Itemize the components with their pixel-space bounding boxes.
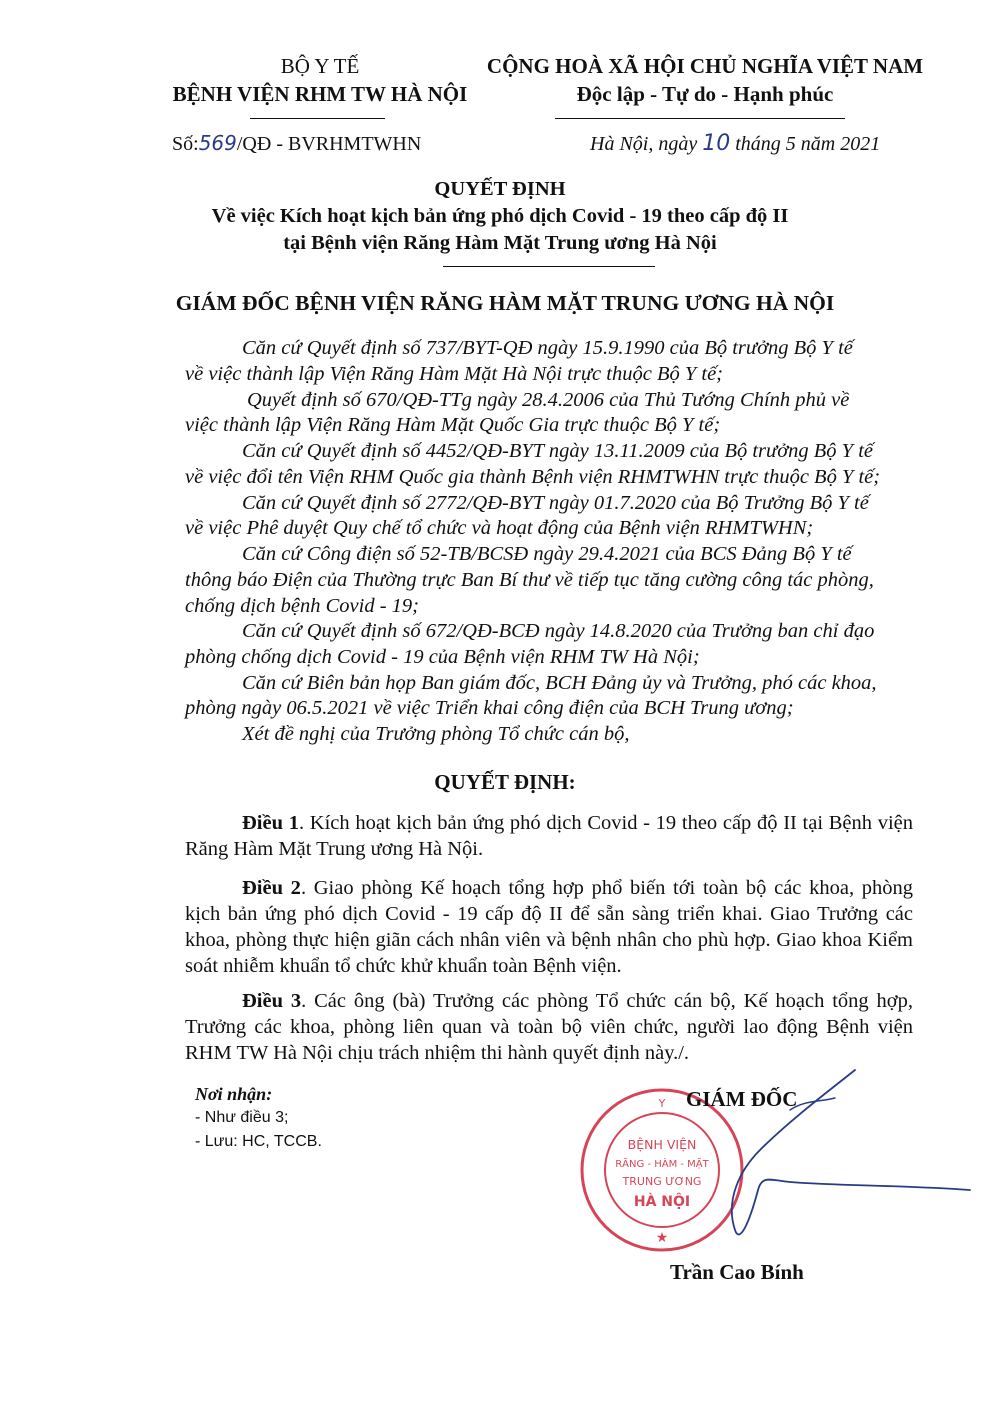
- decision-subject-line-1: Về việc Kích hoạt kịch bản ứng phó dịch Covid - 19 theo cấp độ II: [211, 205, 789, 227]
- number-suffix: /QĐ - BVRHMTWHN: [236, 133, 422, 155]
- stamp-text-line: RĂNG - HÀM - MẶT: [615, 1159, 709, 1170]
- header-right: [470, 52, 940, 108]
- document-number: [172, 131, 421, 156]
- article-text: . Kích hoạt kịch bản ứng phó dịch Covid - 19 theo cấp độ II tại Bệnh viện Răng Hàm Mặt Trung ương Hà Nội.: [185, 812, 914, 860]
- title-rule: [443, 266, 655, 267]
- legal-basis-line: phòng chống dịch Covid - 19 của Bệnh viện RHM TW Hà Nội;: [185, 646, 700, 668]
- legal-basis-line: thông báo Điện của Thường trực Ban Bí thư về tiếp tục tăng cường công tác phòng,: [185, 569, 874, 591]
- stamp-top-letter: Y: [658, 1097, 666, 1110]
- hospital-name: BỆNH VIỆN RHM TW HÀ NỘI: [172, 82, 468, 106]
- issuing-authority: GIÁM ĐỐC BỆNH VIỆN RĂNG HÀM MẶT TRUNG ƯƠNG HÀ NỘI: [175, 291, 835, 315]
- recipients: [195, 1082, 322, 1154]
- legal-basis-line: Căn cứ Quyết định số 2772/QĐ-BYT ngày 01.7.2020 của Bộ Trưởng Bộ Y tế: [242, 492, 869, 514]
- signature-title: GIÁM ĐỐC: [686, 1087, 798, 1111]
- recipient-item: - Như điều 3;: [195, 1109, 289, 1126]
- recipients-label: Nơi nhận:: [195, 1084, 273, 1104]
- stamp-text-line: TRUNG ƯƠNG: [622, 1175, 702, 1188]
- legal-basis-line: Căn cứ Công điện số 52-TB/BCSĐ ngày 29.4.2021 của BCS Đảng Bộ Y tế: [242, 543, 852, 565]
- legal-basis-line: Căn cứ Biên bản họp Ban giám đốc, BCH Đảng ủy và Trưởng, phó các khoa,: [242, 672, 877, 694]
- article-text: . Giao phòng Kế hoạch tổng hợp phổ biến tới toàn bộ các khoa, phòng kịch bản ứng phó dịch Covid - 19 cấp độ II để sẵn sàng triển khai. Giao Trưởng các khoa, phòng thực hiện giãn cách nhân viên và bệnh nhân cho phù hợp. Giao khoa Kiểm soát nhiễm khuẩn tổ chức khử khuẩn toàn Bệnh viện.: [185, 877, 914, 977]
- article-label: Điều 3: [242, 990, 302, 1012]
- decision-title: QUYẾT ĐỊNH: [434, 178, 566, 200]
- header-left: [150, 52, 490, 108]
- legal-basis-line: về việc Phê duyệt Quy chế tổ chức và hoạt động của Bệnh viện RHMTWHN;: [185, 517, 814, 539]
- legal-basis-line: chống dịch bệnh Covid - 19;: [185, 595, 419, 617]
- stamp-text-line: BỆNH VIỆN: [627, 1137, 697, 1152]
- stamp-text-line: HÀ NỘI: [633, 1194, 691, 1210]
- legal-basis-line: Căn cứ Quyết định số 4452/QĐ-BYT ngày 13.11.2009 của Bộ trưởng Bộ Y tế: [242, 440, 873, 462]
- number-prefix: Số:: [172, 133, 199, 155]
- legal-basis-line: Căn cứ Quyết định số 672/QĐ-BCĐ ngày 14.8.2020 của Trưởng ban chỉ đạo: [242, 620, 875, 642]
- header-left-rule: [250, 118, 385, 119]
- recipient-item: - Lưu: HC, TCCB.: [195, 1133, 322, 1150]
- document-date: [590, 131, 880, 156]
- number-handwritten: 569: [198, 131, 237, 155]
- article-label: Điều 2: [242, 877, 301, 899]
- article-1: [185, 810, 913, 862]
- legal-basis-line: về việc thành lập Viện Răng Hàm Mặt Hà Nội trực thuộc Bộ Y tế;: [185, 363, 723, 385]
- date-prefix: Hà Nội, ngày: [590, 133, 698, 155]
- ministry-name: BỘ Y TẾ: [280, 54, 360, 78]
- legal-basis-line: Xét đề nghị của Trưởng phòng Tổ chức cán bộ,: [242, 723, 630, 745]
- republic-name: CỘNG HOÀ XÃ HỘI CHỦ NGHĨA VIỆT NAM: [486, 54, 924, 78]
- decision-title-block: [100, 176, 900, 257]
- article-text: . Các ông (bà) Trưởng các phòng Tổ chức cán bộ, Kế hoạch tổng hợp, Trưởng các khoa, phòng liên quan và toàn bộ viên chức, người lao động Bệnh viện RHM TW Hà Nội chịu trách nhiệm thi hành quyết định này./.: [185, 990, 913, 1064]
- national-motto: Độc lập - Tự do - Hạnh phúc: [576, 82, 834, 106]
- header-right-rule: [555, 118, 845, 119]
- legal-basis-line: Căn cứ Quyết định số 737/BYT-QĐ ngày 15.9.1990 của Bộ trưởng Bộ Y tế: [242, 337, 853, 359]
- signer-name: Trần Cao Bính: [670, 1260, 804, 1284]
- article-label: Điều 1: [242, 812, 299, 834]
- legal-basis-line: phòng ngày 06.5.2021 về việc Triển khai công điện của BCH Trung ương;: [185, 697, 794, 719]
- legal-basis-line: Quyết định số 670/QĐ-TTg ngày 28.4.2006 của Thủ Tướng Chính phủ về: [247, 389, 850, 411]
- decision-heading: QUYẾT ĐỊNH:: [434, 770, 576, 794]
- handwritten-signature: [640, 1060, 980, 1260]
- decision-subject-line-2: tại Bệnh viện Răng Hàm Mặt Trung ương Hà Nội: [283, 232, 717, 254]
- legal-basis-line: về việc đổi tên Viện RHM Quốc gia thành Bệnh viện RHMTWHN trực thuộc Bộ Y tế;: [185, 466, 881, 488]
- stamp-star-icon: ★: [655, 1230, 669, 1246]
- legal-basis-line: việc thành lập Viện Răng Hàm Mặt Quốc Gia trực thuộc Bộ Y tế;: [185, 414, 721, 436]
- date-suffix: tháng 5 năm 2021: [735, 133, 881, 155]
- article-3: [185, 988, 913, 1066]
- date-day-handwritten: 10: [702, 131, 731, 156]
- article-2: [185, 875, 913, 979]
